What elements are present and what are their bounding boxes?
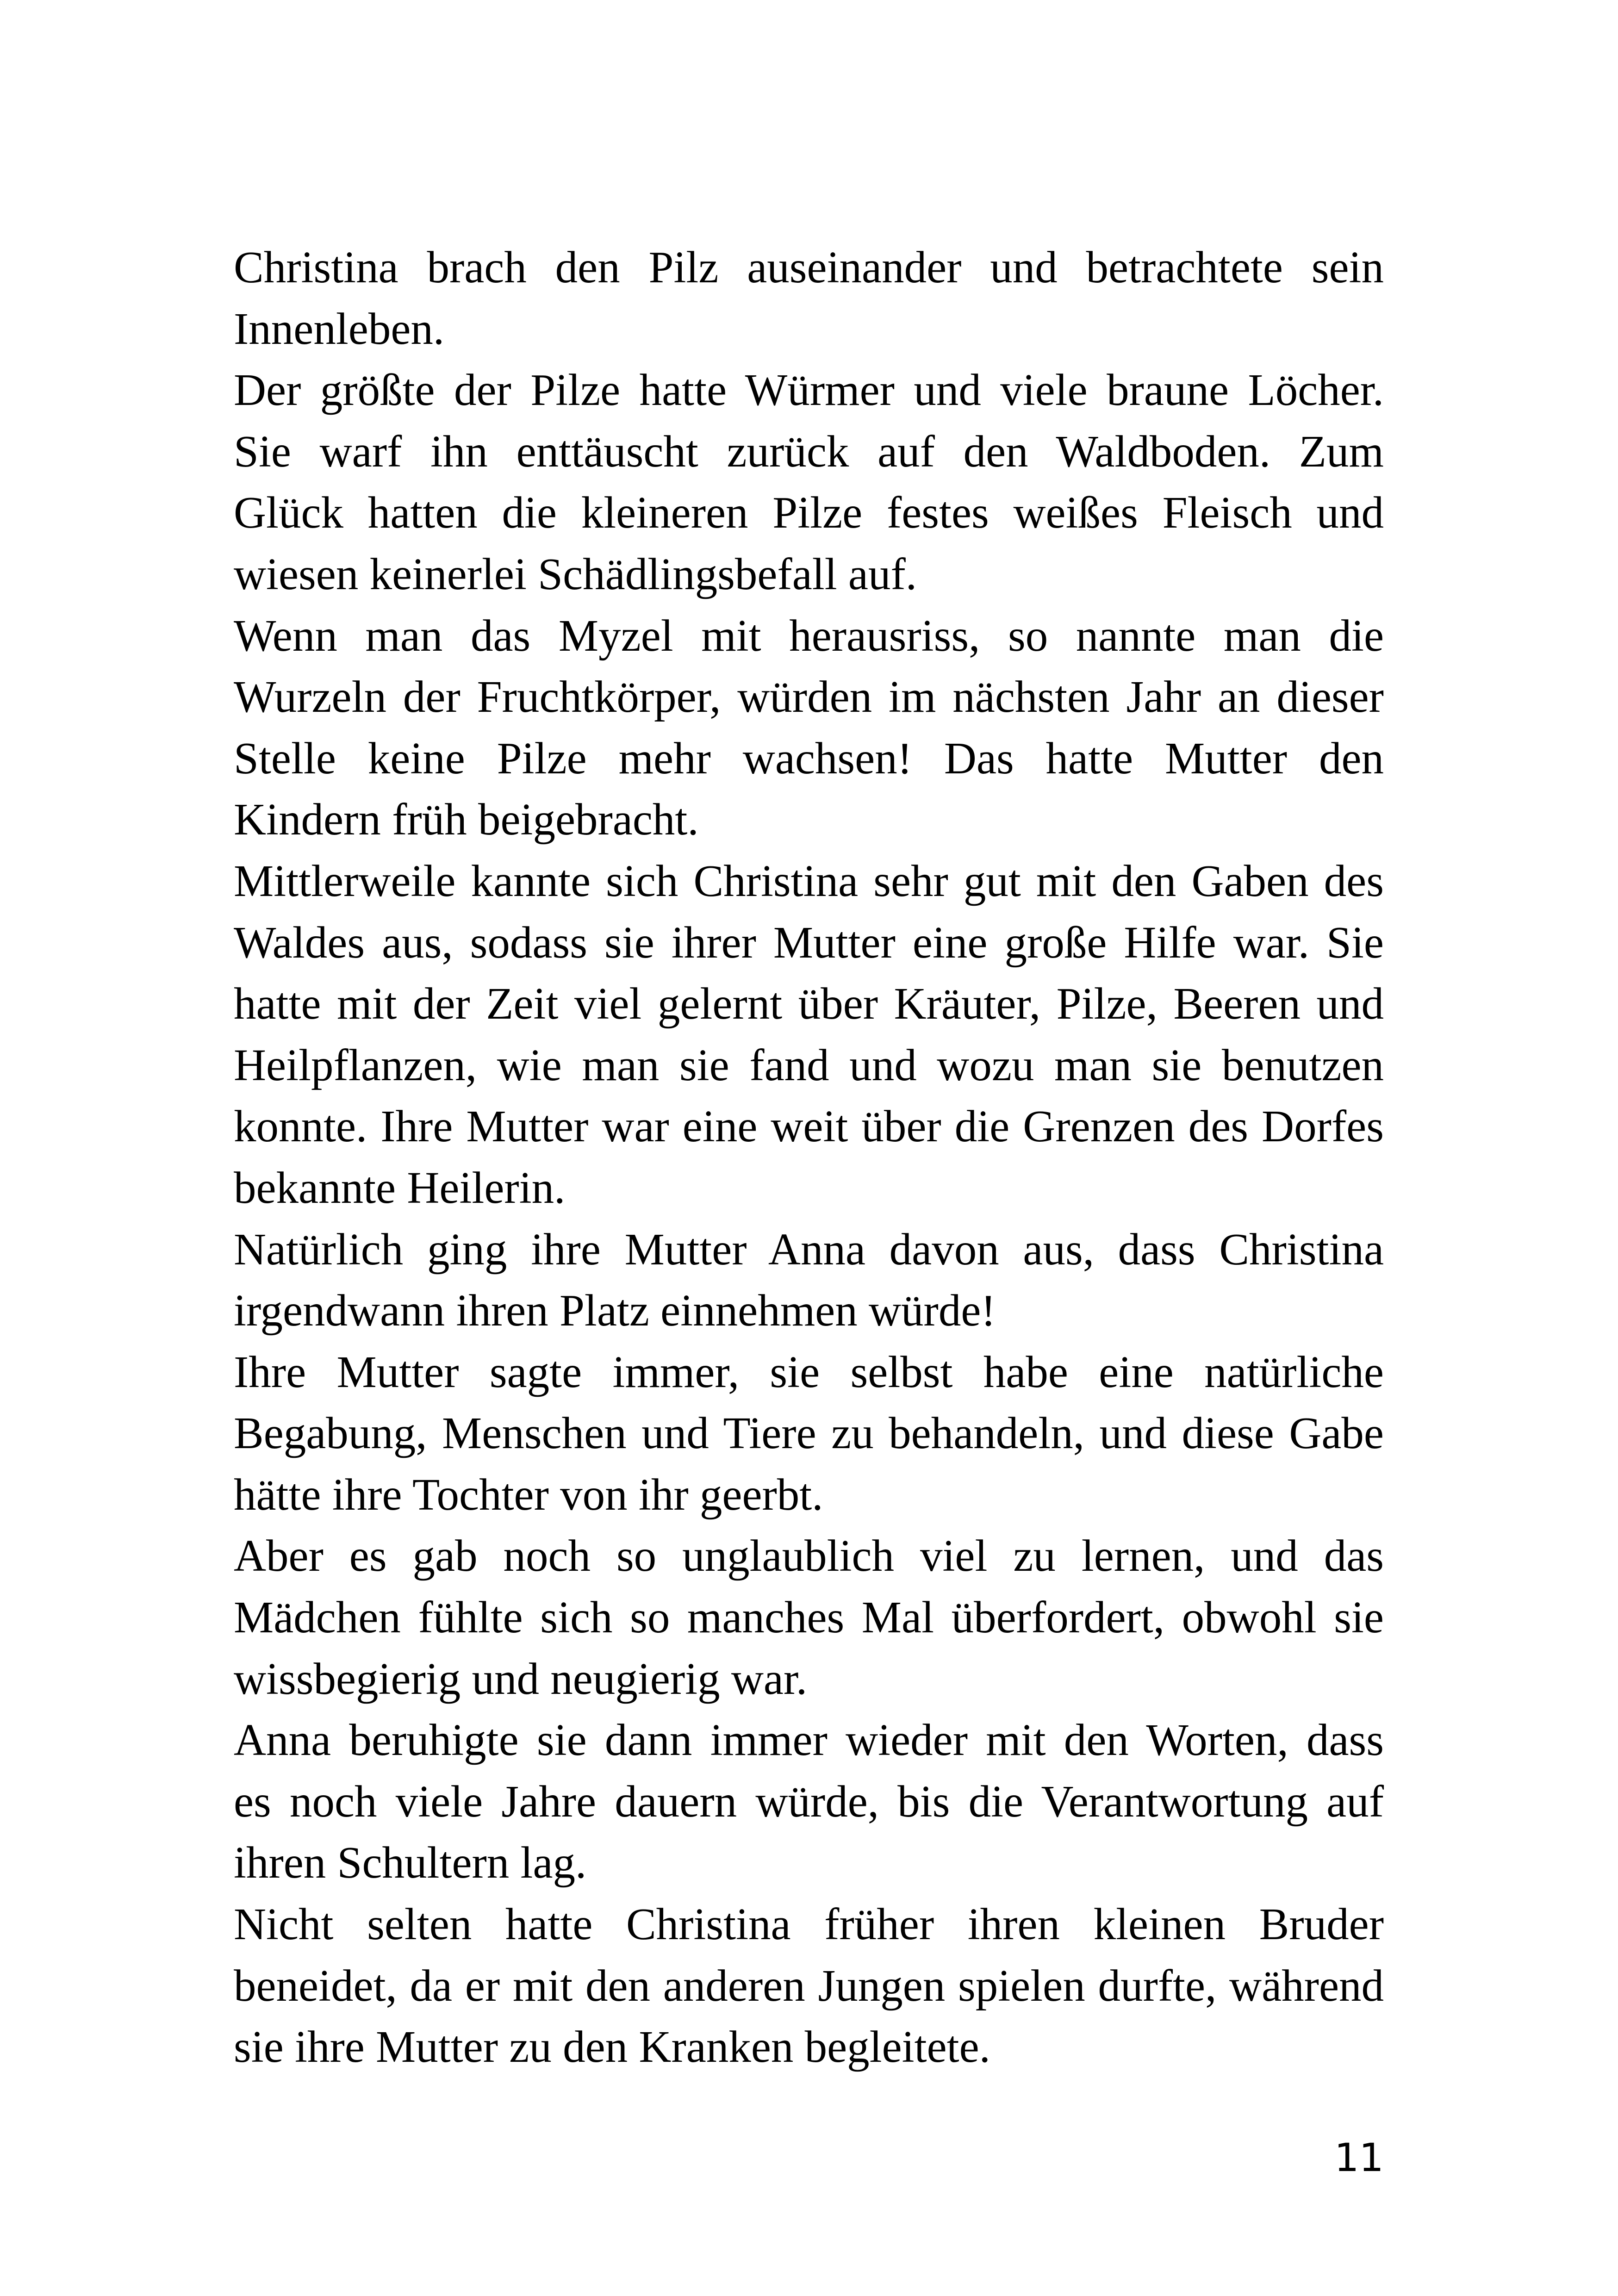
text-line: Wenn man das Myzel mit herausriss, so nannte man die <box>234 610 1384 660</box>
text-line: Christina brach den Pilz auseinander und betrachtete sein <box>234 243 1384 292</box>
text-line: Der größte der Pilze hatte Würmer und viele braune Löcher. <box>234 365 1384 415</box>
body-text <box>234 237 1384 2078</box>
text-line: Wurzeln der Fruchtkörper, würden im nächsten Jahr an dieser <box>234 672 1384 722</box>
text-line: irgendwann ihren Platz einnehmen würde! <box>234 1286 996 1336</box>
text-line: Mädchen fühlte sich so manches Mal überfordert, obwohl sie <box>234 1593 1384 1643</box>
text-line: Heilpflanzen, wie man sie fand und wozu man sie benutzen <box>234 1040 1384 1090</box>
text-line: Waldes aus, sodass sie ihrer Mutter eine große Hilfe war. Sie <box>234 917 1384 967</box>
page-number: 11 <box>1334 2135 1384 2180</box>
text-line: beneidet, da er mit den anderen Jungen spielen durfte, während <box>234 1960 1384 2010</box>
text-line: sie ihre Mutter zu den Kranken begleitete. <box>234 2022 990 2072</box>
text-line: Aber es gab noch so unglaublich viel zu lernen, und das <box>234 1531 1384 1581</box>
text-line: wiesen keinerlei Schädlingsbefall auf. <box>234 549 917 599</box>
text-line: Natürlich ging ihre Mutter Anna davon aus, dass Christina <box>234 1224 1384 1274</box>
text-line: Stelle keine Pilze mehr wachsen! Das hatte Mutter den <box>234 733 1384 783</box>
text-line: Ihre Mutter sagte immer, sie selbst habe eine natürliche <box>234 1347 1384 1397</box>
text-line: Begabung, Menschen und Tiere zu behandeln, und diese Gabe <box>234 1408 1384 1458</box>
text-line: Kindern früh beigebracht. <box>234 795 699 845</box>
text-line: ihren Schultern lag. <box>234 1838 587 1888</box>
text-line: hatte mit der Zeit viel gelernt über Kräuter, Pilze, Beeren und <box>234 979 1384 1029</box>
text-line: Mittlerweile kannte sich Christina sehr gut mit den Gaben des <box>234 856 1384 906</box>
text-line: bekannte Heilerin. <box>234 1163 566 1213</box>
text-line: konnte. Ihre Mutter war eine weit über die Grenzen des Dorfes <box>234 1101 1384 1151</box>
text-line: Sie warf ihn enttäuscht zurück auf den Waldboden. Zum <box>234 426 1384 476</box>
text-line: hätte ihre Tochter von ihr geerbt. <box>234 1469 823 1519</box>
text-line: Anna beruhigte sie dann immer wieder mit den Worten, dass <box>234 1715 1384 1765</box>
text-line: Glück hatten die kleineren Pilze festes weißes Fleisch und <box>234 488 1384 538</box>
text-line: wissbegierig und neugierig war. <box>234 1654 808 1704</box>
text-line: Nicht selten hatte Christina früher ihren kleinen Bruder <box>234 1899 1384 1949</box>
text-line: es noch viele Jahre dauern würde, bis die Verantwortung auf <box>234 1776 1384 1826</box>
text-line: Innenleben. <box>234 304 445 354</box>
